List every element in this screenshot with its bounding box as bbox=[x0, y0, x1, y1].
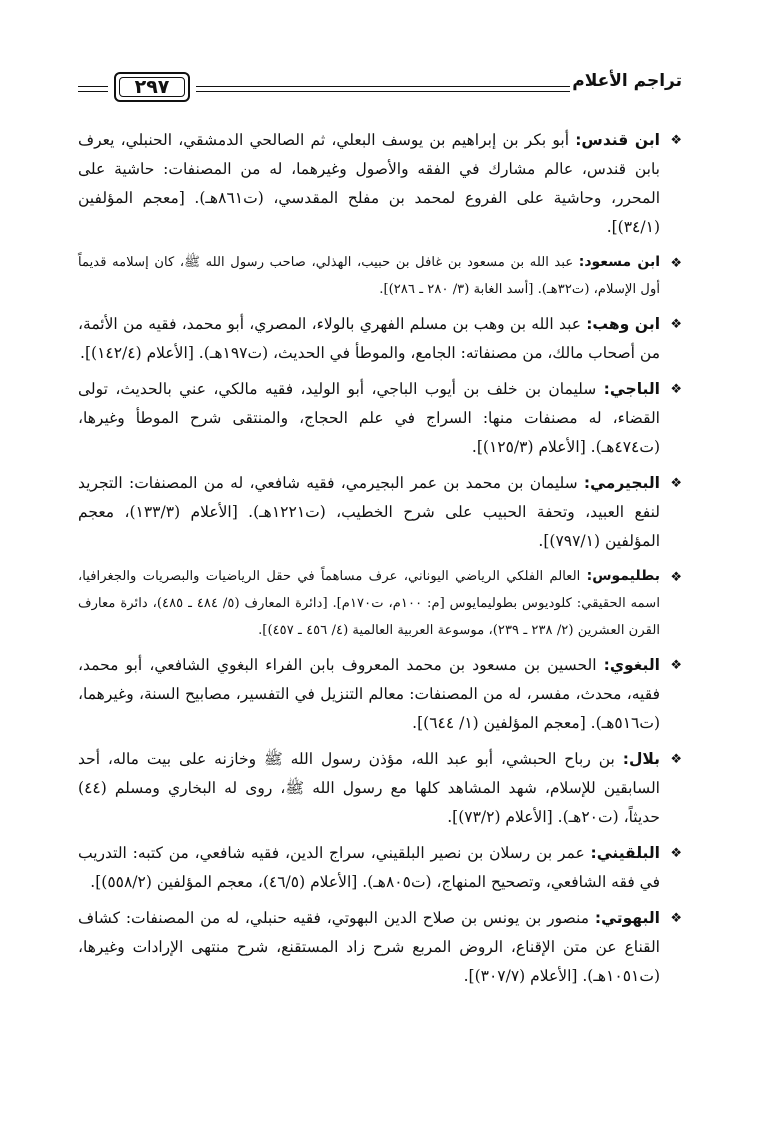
entry-text: منصور بن يونس بن صلاح الدين البهوتي، فقيه حنبلي، له من المصنفات: كشاف القناع عن متن الإقناع، الروض المربع شرح زاد المستقنع، شرح منتهى الإرادات وغيرها، (ت١٠٥١هـ). [الأعلام (٣٠٧/٧)]. bbox=[78, 909, 660, 985]
biography-entry bbox=[78, 839, 682, 897]
entry-text: عمر بن رسلان بن نصير البلقيني، سراج الدين، فقيه شافعي، من كتبه: التدريب في فقه الشافعي، وتصحيح المنهاج، (ت٨٠٥هـ). [الأعلام (٤٦/٥)، معجم المؤلفين (٥٥٨/٢)]. bbox=[78, 844, 660, 891]
entry-name: بلال: bbox=[622, 750, 660, 768]
entry-name: البغوي: bbox=[603, 656, 660, 674]
entry-name: البلقيني: bbox=[590, 844, 660, 862]
biography-entry bbox=[78, 126, 682, 242]
page-header bbox=[78, 60, 682, 108]
entry-text: سليمان بن خلف بن أيوب الباجي، أبو الوليد، فقيه مالكي، عني بالحديث، تولى القضاء، له مصنفات منها: السراج في علم الحجاج، والمنتقى شرح الموطأ وغيرها، (ت٤٧٤هـ). [الأعلام (١٢٥/٣)]. bbox=[78, 380, 660, 456]
diamond-bullet-icon: ❖ bbox=[670, 570, 682, 585]
diamond-bullet-icon: ❖ bbox=[670, 752, 682, 767]
running-title: تراجم الأعلام bbox=[572, 71, 682, 91]
header-double-rule bbox=[196, 86, 570, 92]
entry-text: عبد الله بن مسعود بن غافل بن حبيب، الهذلي، صاحب رسول الله ﷺ، كان إسلامه قديماً أول الإسلام، (ت٣٢هـ). [أسد الغابة (٣/ ٢٨٠ ـ ٢٨٦)]. bbox=[78, 255, 660, 297]
diamond-bullet-icon: ❖ bbox=[670, 658, 682, 673]
diamond-bullet-icon: ❖ bbox=[670, 133, 682, 148]
biography-entry bbox=[78, 469, 682, 556]
entry-name: ابن وهب: bbox=[586, 315, 661, 333]
entry-name: ابن قندس: bbox=[575, 131, 660, 149]
entry-name: ابن مسعود: bbox=[578, 254, 661, 270]
diamond-bullet-icon: ❖ bbox=[670, 846, 682, 861]
entry-name: الباجي: bbox=[603, 380, 660, 398]
entry-name: البهوتي: bbox=[594, 909, 660, 927]
biography-entry bbox=[78, 651, 682, 738]
entry-text: بن رباح الحبشي، أبو عبد الله، مؤذن رسول الله ﷺ وخازنه على بيت ماله، أحد السابقين للإسلام، شهد المشاهد كلها مع رسول الله ﷺ، روى له البخاري ومسلم (٤٤) حديثاً، (ت٢٠هـ). [الأعلام (٧٣/٢)]. bbox=[78, 750, 660, 826]
biography-entry bbox=[78, 904, 682, 991]
biography-entry bbox=[78, 310, 682, 368]
diamond-bullet-icon: ❖ bbox=[670, 911, 682, 926]
entry-text: سليمان بن محمد بن عمر البجيرمي، فقيه شافعي، له من المصنفات: التجريد لنفع العبيد، وتحفة الحبيب على شرح الخطيب، (ت١٢٢١هـ). [الأعلام (١٣٣/٣)، معجم المؤلفين (٧٩٧/١)]. bbox=[78, 474, 660, 550]
diamond-bullet-icon: ❖ bbox=[670, 256, 682, 271]
entry-name: البجيرمي: bbox=[583, 474, 660, 492]
entry-text: عبد الله بن وهب بن مسلم الفهري بالولاء، المصري، أبو محمد، فقيه من الأئمة، من أصحاب مالك، من مصنفاته: الجامع، والموطأ في الحديث، (ت١٩٧هـ). [الأعلام (١٤٢/٤)]. bbox=[78, 315, 660, 362]
diamond-bullet-icon: ❖ bbox=[670, 382, 682, 397]
biography-entry bbox=[78, 375, 682, 462]
page-number: ٢٩٧ bbox=[134, 76, 170, 98]
page-number-frame bbox=[114, 72, 190, 102]
entry-text: أبو بكر بن إبراهيم بن يوسف البعلي، ثم الصالحي الدمشقي، الحنبلي، يعرف بابن قندس، عالم مشارك في الفقه والأصول وغيرهما، له من المصنفات: حاشية على المحرر، وحاشية على الفروع لمحمد بن مفلح المقدسي، (ت٨٦١هـ). [معجم المؤلفين (٣٤/١)]. bbox=[78, 131, 660, 236]
biography-entry bbox=[78, 249, 682, 303]
book-page bbox=[78, 60, 682, 1080]
entry-text: العالم الفلكي الرياضي اليوناني، عرف مساهماً في حقل الرياضيات والبصريات والجغرافيا، اسمه الحقيقي: كلوديوس بطوليمايوس [م: ١٠٠م، ت١٧٠م]. [دائرة المعارف (٥/ ٤٨٤ ـ ٤٨٥)، دائرة معارف القرن العشرين (٢/ ٢٣٨ ـ ٢٣٩)، موسوعة العربية العالمية (٤/ ٤٥٦ ـ ٤٥٧)]. bbox=[78, 569, 660, 638]
biography-list bbox=[78, 126, 682, 998]
biography-entry bbox=[78, 745, 682, 832]
entry-text: الحسين بن مسعود بن محمد المعروف بابن الفراء البغوي الشافعي، أبو محمد، فقيه، محدث، مفسر، له من المصنفات: معالم التنزيل في التفسير، مصابيح السنة، وغيرهما، (ت٥١٦هـ). [معجم المؤلفين (١/ ٦٤٤)]. bbox=[78, 656, 660, 732]
diamond-bullet-icon: ❖ bbox=[670, 476, 682, 491]
diamond-bullet-icon: ❖ bbox=[670, 317, 682, 332]
entry-name: بطليموس: bbox=[586, 568, 660, 584]
header-double-rule-short bbox=[78, 86, 108, 92]
biography-entry bbox=[78, 563, 682, 644]
